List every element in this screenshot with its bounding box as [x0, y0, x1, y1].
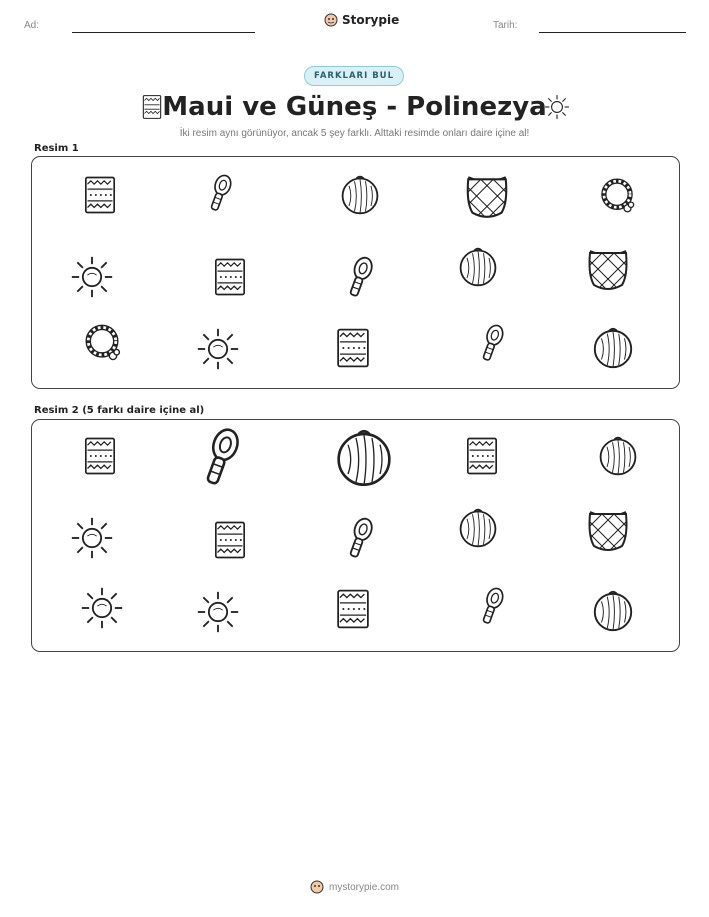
coconut-icon [590, 325, 636, 371]
tapa-cloth-icon[interactable] [210, 520, 250, 560]
coconut-icon [338, 173, 382, 217]
page-title: Maui ve Güneş - Polinezya [162, 92, 547, 122]
footer [0, 880, 709, 894]
date-label: Tarih: [493, 20, 518, 31]
tapa-cloth-icon [210, 257, 250, 297]
sun-icon[interactable] [80, 586, 124, 630]
tapa-cloth-icon[interactable] [80, 436, 120, 476]
picture-1-label: Resim 1 [34, 143, 79, 154]
coconut-icon[interactable] [596, 434, 640, 478]
tapa-cloth-icon[interactable] [332, 588, 374, 630]
coconut-icon[interactable] [456, 506, 500, 550]
carved-club-icon [200, 173, 240, 213]
lei-wreath-icon [80, 321, 124, 365]
coconut-icon[interactable] [332, 426, 396, 490]
sun-icon[interactable] [70, 516, 114, 560]
name-label: Ad: [24, 20, 40, 31]
carved-club-icon[interactable] [338, 516, 382, 560]
footer-url: mystorypie.com [328, 881, 399, 893]
name-field-line[interactable] [72, 32, 255, 33]
carved-club-icon [338, 255, 382, 299]
tapa-cloth-icon[interactable] [462, 436, 502, 476]
storypie-mascot-icon [310, 880, 324, 894]
coconut-icon [456, 245, 500, 289]
woven-net-bag-icon [584, 245, 632, 293]
carved-club-icon [472, 323, 512, 363]
woven-net-bag-icon [462, 171, 512, 221]
picture-1-panel [31, 156, 680, 389]
picture-2-panel[interactable] [31, 419, 680, 652]
sun-icon[interactable] [196, 590, 240, 634]
brand-name: Storypie [342, 13, 400, 27]
tapa-cloth-icon [332, 327, 374, 369]
date-field-line[interactable] [539, 32, 686, 33]
carved-club-icon[interactable] [190, 426, 252, 488]
sun-icon [70, 255, 114, 299]
woven-net-bag-icon[interactable] [584, 506, 632, 554]
storypie-mascot-icon [324, 13, 338, 27]
sun-icon [544, 94, 570, 120]
picture-2-label: Resim 2 (5 farkı daire içine al) [34, 405, 205, 416]
carved-club-icon[interactable] [472, 586, 512, 626]
lei-wreath-icon [596, 175, 638, 217]
instructions: İki resim aynı görünüyor, ancak 5 şey farklı. Alttaki resimde onları daire içine al! [179, 128, 530, 139]
sun-icon [196, 327, 240, 371]
coconut-icon[interactable] [590, 588, 636, 634]
activity-badge: FARKLARI BUL [304, 66, 404, 86]
brand-logo [324, 13, 399, 27]
tapa-cloth-icon [80, 175, 120, 215]
